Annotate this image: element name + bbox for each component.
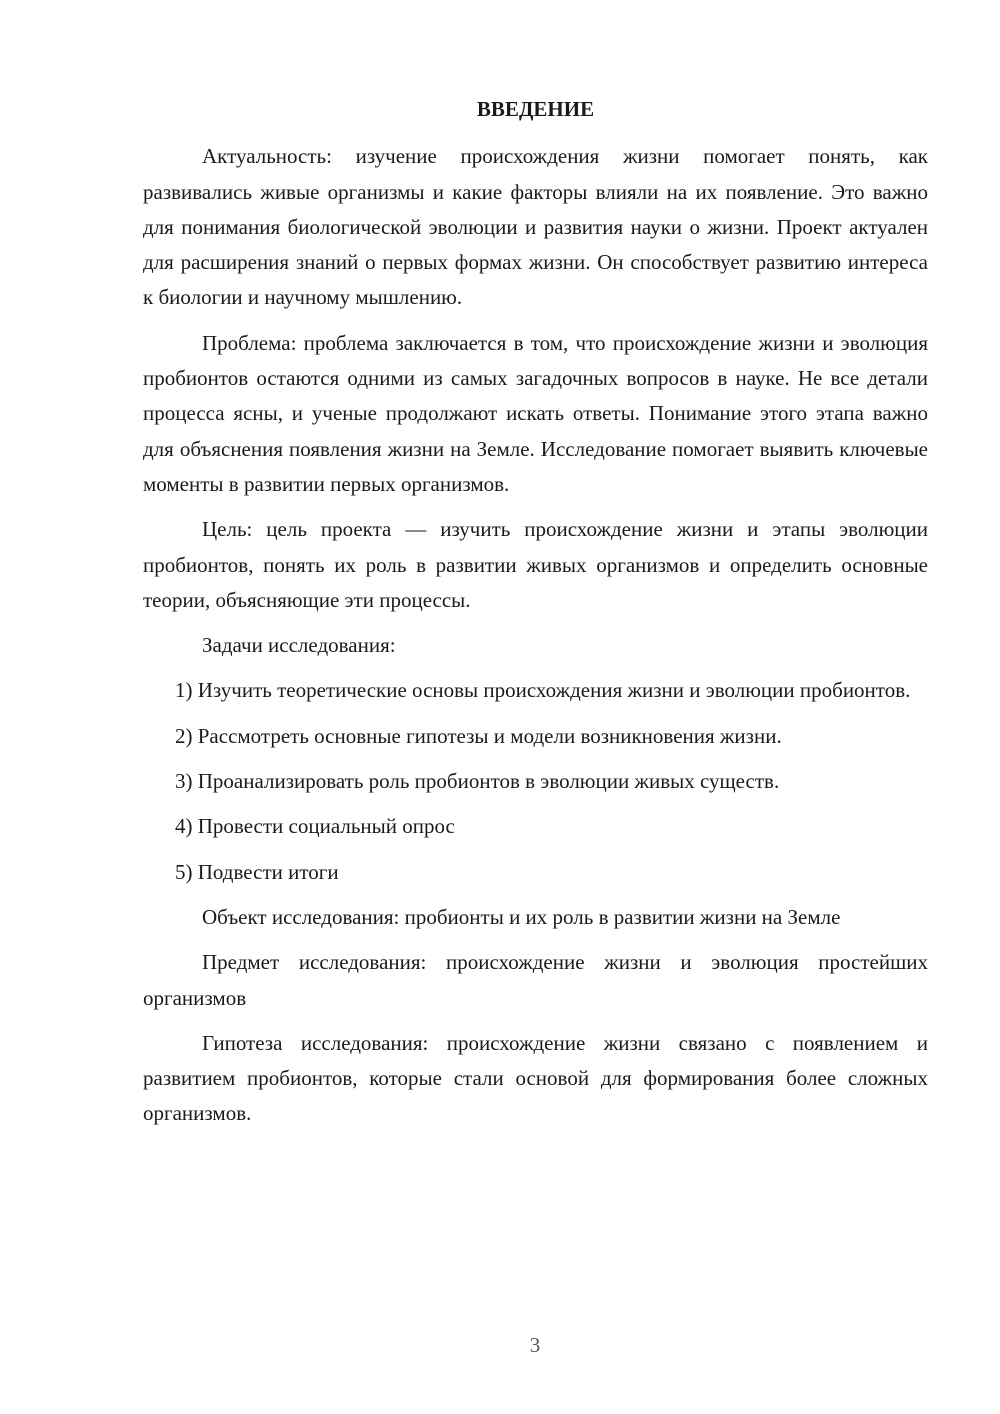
section-title: ВВЕДЕНИЕ [476, 97, 595, 121]
paragraph-relevance: Актуальность: изучение происхождения жизни помогает понять, как развивались живые организмы и какие факторы влияли на их появление. Это важно для понимания биологической эволюции и развития науки о жизни. Проект актуален для расширения знаний о первых формах жизни. Он способствует развитию интереса к биологии и научному мышлению. [143, 144, 928, 310]
page-number: 3 [529, 1333, 541, 1357]
paragraph-hypothesis: Гипотеза исследования: происхождение жизни связано с появлением и развитием пробионтов, которые стали основой для формирования более сложных организмов. [143, 1030, 928, 1126]
paragraph-problem: Проблема: проблема заключается в том, что происхождение жизни и эволюция пробионтов остаются одними из самых загадочных вопросов в науке. Не все детали процесса ясны, и ученые продолжают искать ответы. Понимание этого этапа важно для объяснения появления жизни на Земле. Исследование помогает выявить ключевые моменты в развитии первых организмов. [143, 330, 928, 496]
paragraph-goal: Цель: цель проекта — изучить происхождение жизни и этапы эволюции пробионтов, понять их роль в развитии живых организмов и определить основные теории, объясняющие эти процессы. [143, 517, 928, 612]
document-body [143, 92, 928, 1142]
task-item-4: 4) Провести социальный опрос [175, 814, 455, 839]
paragraph-object: Объект исследования: пробионты и их роль в развитии жизни на Земле [202, 904, 841, 929]
paragraph-tasks-heading: Задачи исследования: [202, 633, 396, 658]
task-item-2: 2) Рассмотреть основные гипотезы и модели возникновения жизни. [175, 723, 782, 748]
paragraph-subject: Предмет исследования: происхождение жизни и эволюция простейших организмов [143, 950, 928, 1010]
task-item-3: 3) Проанализировать роль пробионтов в эволюции живых существ. [175, 769, 780, 794]
task-item-5: 5) Подвести итоги [175, 859, 339, 884]
task-item-1: 1) Изучить теоретические основы происхождения жизни и эволюции пробионтов. [175, 678, 911, 703]
